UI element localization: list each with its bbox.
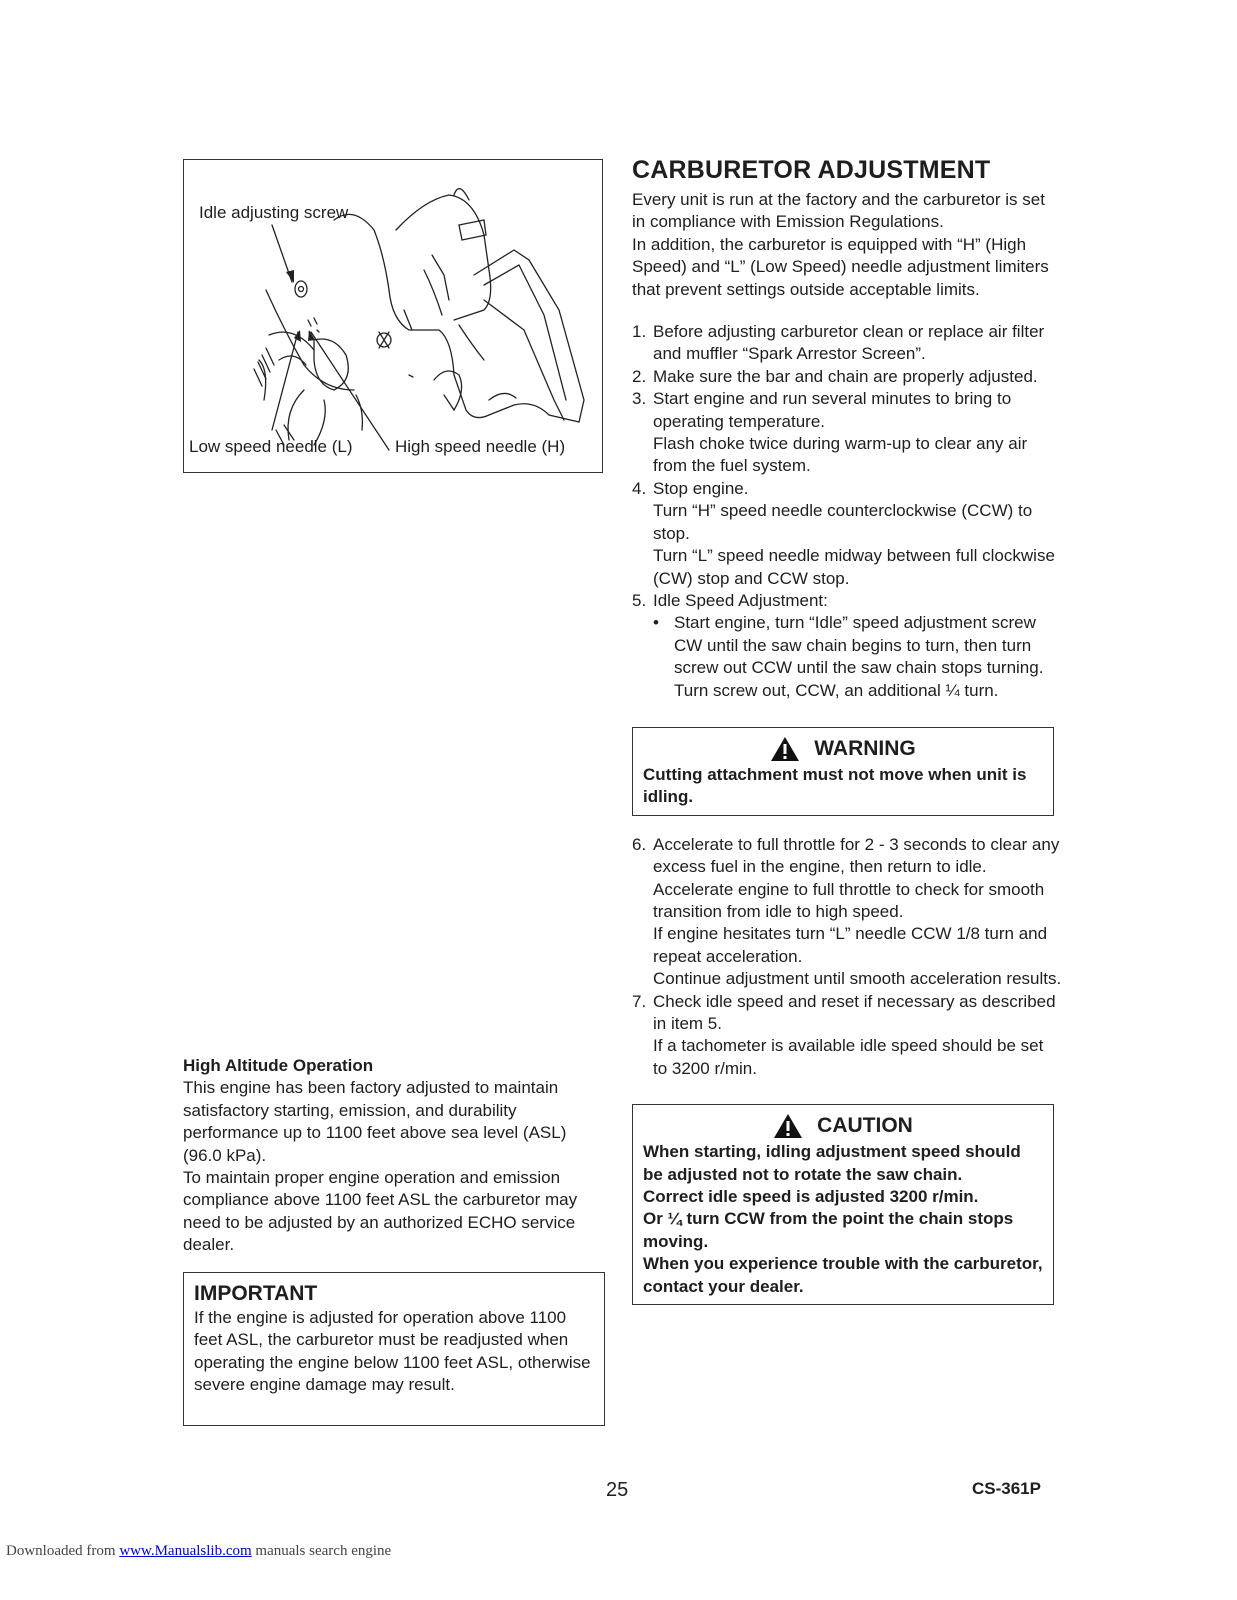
warning-triangle-icon [770, 736, 800, 762]
altitude-title: High Altitude Operation [183, 1056, 374, 1075]
carburetor-adjustment-section [632, 155, 1062, 1305]
step-5 [632, 590, 1062, 702]
step-text: If a tachometer is available idle speed should be set to 3200 r/min. [653, 1036, 1044, 1078]
step-text: Accelerate engine to full throttle to check for smooth transition from idle to high speed. [653, 879, 1045, 921]
step-text: Idle Speed Adjustment: [653, 590, 828, 610]
step-7 [632, 991, 1062, 1081]
step-6 [632, 834, 1062, 991]
step-number: 3. [632, 389, 647, 409]
altitude-paragraph-2: To maintain proper engine operation and emission compliance above 1100 feet ASL the carburetor may need to be adjusted by an authorized ECHO service dealer. [183, 1168, 578, 1255]
download-footer [6, 1543, 391, 1560]
warning-header [643, 736, 1043, 762]
step-text: Continue adjustment until smooth acceleration results. [653, 969, 1062, 989]
step-text: Turn “H” speed needle counterclockwise (CCW) to stop. [653, 501, 1033, 543]
step-number: 7. [632, 991, 647, 1011]
step-text: Before adjusting carburetor clean or replace air filter and muffler “Spark Arrestor Screen”. [653, 322, 1045, 364]
step-text: Turn “L” speed needle midway between full clockwise (CW) stop and CCW stop. [653, 546, 1055, 588]
high-speed-needle-label: High speed needle (H) [395, 437, 566, 456]
warning-text: Cutting attachment must not move when unit is idling. [643, 764, 1027, 807]
step-text: If engine hesitates turn “L” needle CCW 1/8 turn and repeat acceleration. [653, 924, 1048, 966]
step-text: Check idle speed and reset if necessary as described in item 5. [653, 991, 1056, 1033]
bullet-dot: • [653, 613, 659, 633]
page-number: 25 [606, 1479, 629, 1501]
warning-title: WARNING [814, 736, 916, 760]
altitude-paragraph-1: This engine has been factory adjusted to maintain satisfactory starting, emission, and durability performance up to 1100 feet above sea level (ASL) (96.0 kPa). [183, 1078, 567, 1165]
caution-triangle-icon [773, 1113, 803, 1139]
steps-list-a [632, 321, 1062, 702]
step-2 [632, 366, 1062, 388]
step-text: Start engine and run several minutes to bring to operating temperature. [653, 389, 1012, 431]
caution-line: Or ¼ turn CCW from the point the chain stops moving. [643, 1209, 1014, 1251]
step-text: Flash choke twice during warm-up to clear any air from the fuel system. [653, 434, 1028, 476]
step-number: 1. [632, 322, 647, 342]
intro-paragraph-1: Every unit is run at the factory and the carburetor is set in compliance with Emission Regulations. [632, 190, 1045, 232]
bullet-text: Turn screw out, CCW, an additional ¼ turn. [674, 680, 999, 700]
step-3 [632, 388, 1062, 478]
intro-paragraph-2: In addition, the carburetor is equipped with “H” (High Speed) and “L” (Low Speed) needle adjustment limiters that prevent settings outside acceptable limits. [632, 234, 1049, 299]
step-number: 2. [632, 366, 647, 386]
important-title: IMPORTANT [194, 1282, 318, 1305]
warning-box [632, 727, 1054, 816]
caution-header [643, 1113, 1043, 1139]
step-1 [632, 321, 1062, 366]
step-5-bullet [653, 612, 1062, 702]
high-altitude-section [183, 1055, 608, 1257]
manualslib-link[interactable]: www.Manualslib.com [119, 1543, 252, 1559]
caution-line: When starting, idling adjustment speed should be adjusted not to rotate the saw chain. [643, 1142, 1021, 1184]
footer-prefix: Downloaded from [6, 1543, 120, 1559]
step-number: 6. [632, 834, 647, 854]
low-speed-needle-label: Low speed needle (L) [189, 437, 353, 456]
step-number: 5. [632, 590, 647, 610]
step-number: 4. [632, 478, 647, 498]
caution-line: Correct idle speed is adjusted 3200 r/min. [643, 1187, 979, 1207]
carburetor-figure [183, 159, 603, 473]
caution-box [632, 1104, 1054, 1305]
step-text: Accelerate to full throttle for 2 - 3 seconds to clear any excess fuel in the engine, then return to idle. [653, 834, 1060, 877]
step-text: Make sure the bar and chain are properly adjusted. [653, 366, 1038, 386]
important-box [183, 1272, 605, 1426]
caution-title: CAUTION [817, 1114, 913, 1138]
step-text: Stop engine. [653, 478, 749, 498]
step-4 [632, 478, 1062, 590]
steps-list-b [632, 834, 1062, 1080]
important-text: If the engine is adjusted for operation above 1100 feet ASL, the carburetor must be readjusted when operating the engine below 1100 feet ASL, otherwise severe engine damage may result. [194, 1308, 591, 1395]
section-title: CARBURETOR ADJUSTMENT [632, 156, 991, 184]
footer-suffix: manuals search engine [251, 1543, 392, 1559]
model-number: CS-361P [972, 1479, 1041, 1498]
caution-line: When you experience trouble with the carburetor, contact your dealer. [643, 1254, 1043, 1296]
bullet-text: Start engine, turn “Idle” speed adjustment screw CW until the saw chain begins to turn, then turn screw out CCW until the saw chain stops turning. [674, 613, 1044, 678]
idle-screw-label: Idle adjusting screw [199, 203, 349, 222]
